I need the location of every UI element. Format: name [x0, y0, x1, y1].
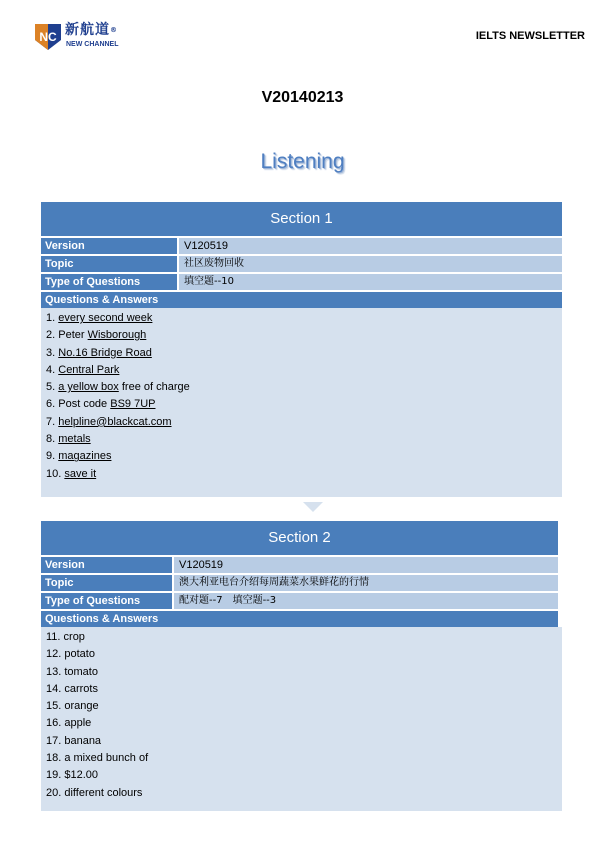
logo-english-name: NEW CHANNEL [66, 41, 119, 48]
newsletter-label: IELTS NEWSLETTER [475, 30, 585, 42]
svg-text:NC: NC [39, 30, 57, 44]
section-divider-arrow [303, 502, 323, 512]
answer-item: 18. a mixed bunch of [46, 752, 149, 765]
answers-list [41, 308, 562, 497]
answer-item: 15. orange [46, 700, 99, 713]
answer-item: 4. Central Park [46, 363, 120, 376]
section-2-card [41, 521, 558, 811]
answer-item: 7. helpline@blackcat.com [46, 415, 172, 428]
version-row [41, 238, 562, 254]
section-title: Section 1 [41, 202, 562, 236]
version-value: V120519 [174, 557, 558, 573]
version-row [41, 557, 558, 573]
section-1-card [41, 202, 562, 497]
answer-item: 8. metals [46, 433, 91, 446]
question-type-label: Type of Questions [41, 274, 177, 290]
answer-item: 9. magazines [46, 450, 112, 463]
topic-value: 社区废物回收 [179, 256, 562, 272]
answer-item: 1. every second week [46, 312, 153, 324]
answer-item: 12. potato [46, 648, 95, 661]
topic-row [41, 575, 558, 591]
questions-answers-header: Questions & Answers [41, 292, 562, 308]
answer-item: 16. apple [46, 717, 92, 730]
answers-list [41, 627, 562, 811]
questions-answers-header: Questions & Answers [41, 611, 558, 627]
answer-item: 5. a yellow box free of charge [46, 381, 190, 394]
document-id: V20140213 [261, 89, 344, 106]
page-heading: Listening [260, 150, 345, 173]
version-label: Version [41, 557, 172, 573]
logo-chinese-name: 新航道® [65, 22, 118, 38]
question-type-row [41, 593, 558, 609]
answer-item: 14. carrots [46, 682, 98, 695]
answer-item: 6. Post code BS9 7UP [46, 398, 156, 411]
question-type-label: Type of Questions [41, 593, 172, 609]
answer-item: 20. different colours [46, 786, 143, 799]
new-channel-logo [33, 22, 133, 54]
question-type-row [41, 274, 562, 290]
answer-item: 17. banana [46, 734, 102, 747]
version-value: V120519 [179, 238, 562, 254]
answer-item: 3. No.16 Bridge Road [46, 346, 152, 359]
answer-item: 19. $12.00 [46, 769, 98, 782]
topic-row [41, 256, 562, 272]
answer-item: 2. Peter Wisborough [46, 329, 147, 342]
answer-item: 10. save it [46, 467, 97, 480]
question-type-value: 配对题--7 填空题--3 [174, 593, 558, 609]
nc-badge-icon [33, 22, 63, 52]
version-label: Version [41, 238, 177, 254]
topic-label: Topic [41, 256, 177, 272]
question-type-value: 填空题--10 [179, 274, 562, 290]
topic-value: 澳大利亚电台介绍每周蔬菜水果鲜花的行情 [174, 575, 558, 591]
answer-item: 13. tomato [46, 665, 98, 678]
topic-label: Topic [41, 575, 172, 591]
answer-item: 11. crop [46, 631, 85, 643]
section-title: Section 2 [41, 521, 558, 555]
